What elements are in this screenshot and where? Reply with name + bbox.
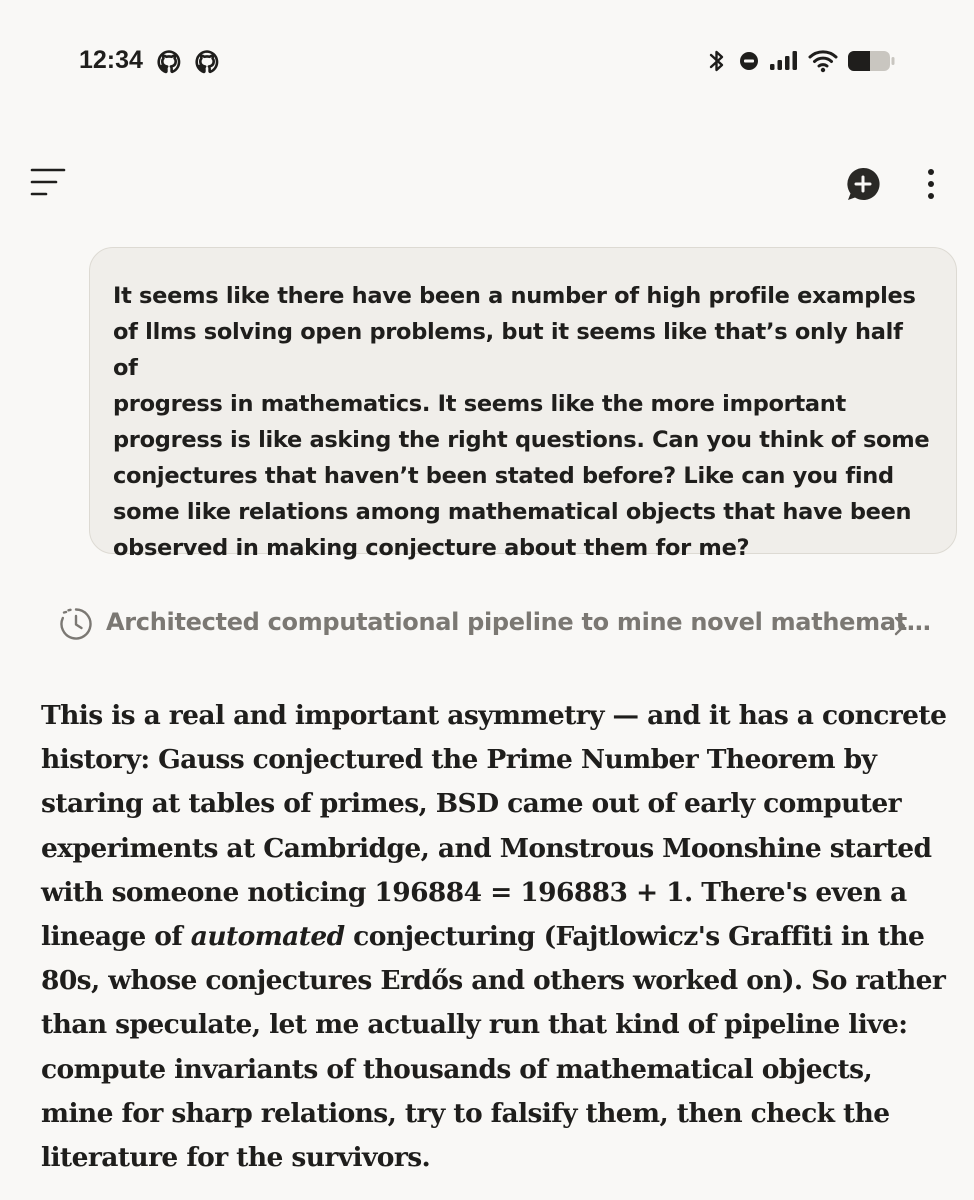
response-line: This is a real and important asymmetry — and it has a concrete [41, 700, 947, 731]
response-line: with someone noticing 196884 = 196883 + 1. There's even a [41, 876, 907, 908]
chevron-right-icon [888, 612, 912, 640]
assistant-response [41, 694, 961, 1180]
response-line: 80s, whose conjectures Erdős and others worked on). So rather [41, 965, 946, 997]
response-text: lineage of [41, 921, 191, 953]
response-line [41, 915, 961, 959]
user-message-line: some like relations among mathematical objects that have been [113, 499, 912, 525]
github-icon [194, 49, 220, 75]
user-message-line: observed in making conjecture about them for me? [113, 535, 750, 561]
status-bar [0, 38, 974, 84]
user-message-line: of llms solving open problems, but it seems like that’s only half of [113, 319, 903, 381]
response-line: staring at tables of primes, BSD came out of early computer [41, 788, 902, 820]
clock-icon [58, 606, 94, 642]
user-message-line: progress is like asking the right questions. Can you think of some [113, 427, 930, 453]
battery-icon [846, 48, 896, 74]
user-message-line: It seems like there have been a number of high profile examples [113, 283, 916, 309]
response-line: compute invariants of thousands of mathematical objects, [41, 1053, 873, 1085]
bluetooth-icon [706, 48, 728, 74]
response-line: experiments at Cambridge, and Monstrous Moonshine started [41, 832, 932, 864]
wifi-icon [808, 48, 838, 74]
status-time: 12:34 [79, 46, 143, 74]
do-not-disturb-icon [738, 48, 760, 74]
response-line: literature for the survivors. [41, 1142, 431, 1174]
more-options-button[interactable] [918, 166, 944, 202]
thinking-summary-text: Architected computational pipeline to mine novel mathemat… [106, 608, 931, 636]
new-chat-button[interactable] [844, 165, 882, 203]
response-emphasis: automated [190, 921, 345, 953]
user-message-bubble [89, 247, 957, 561]
response-line: mine for sharp relations, try to falsify them, then check the [41, 1097, 890, 1129]
user-message-line: progress in mathematics. It seems like the more important [113, 391, 846, 417]
signal-icon [769, 48, 801, 74]
response-line: than speculate, let me actually run that kind of pipeline live: [41, 1009, 908, 1041]
thinking-summary-row[interactable] [58, 602, 931, 648]
response-line: history: Gauss conjectured the Prime Number Theorem by [41, 744, 877, 776]
menu-button[interactable] [28, 162, 70, 202]
user-message-text [113, 278, 932, 566]
user-message-line: conjectures that haven’t been stated before? Like can you find [113, 463, 894, 489]
response-text: conjecturing (Fajtlowicz's Graffiti in the [344, 921, 925, 953]
github-icon [156, 49, 182, 75]
